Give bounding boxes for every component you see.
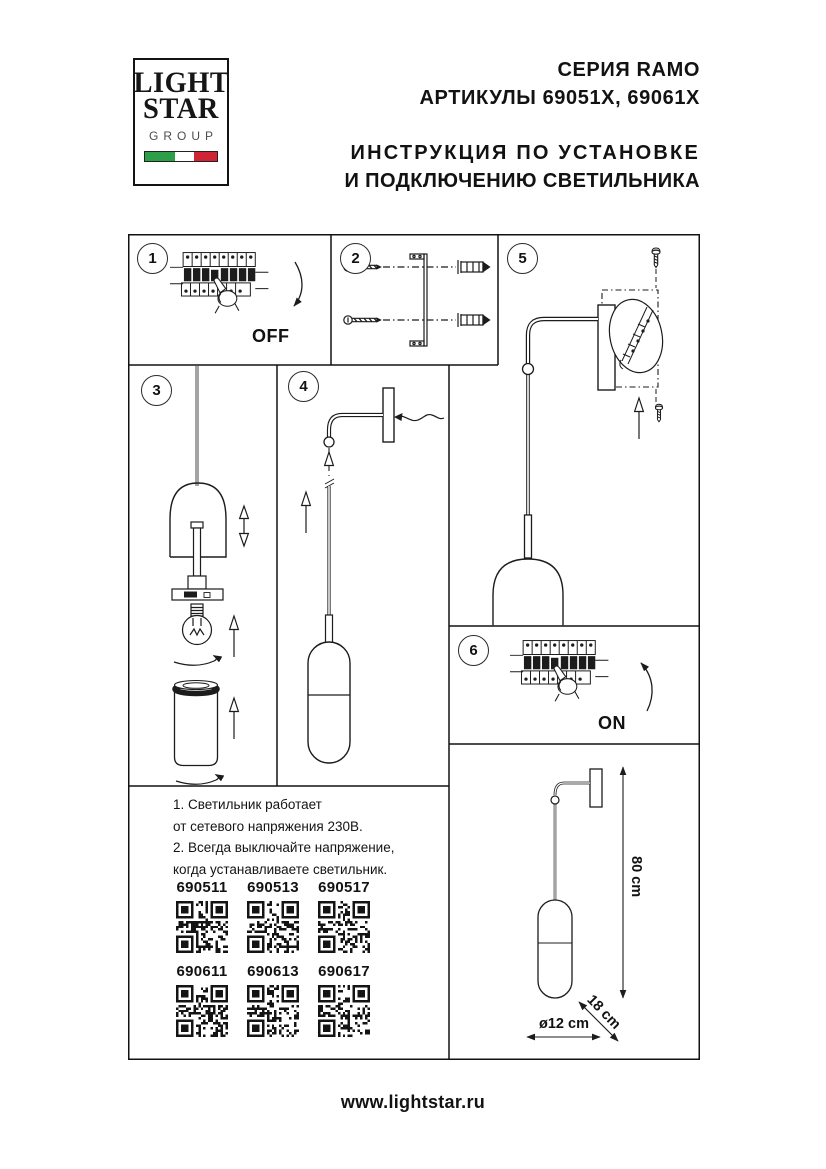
instruction-line-2: И ПОДКЛЮЧЕНИЮ СВЕТИЛЬНИКА [344, 170, 700, 192]
step-badge-3: 3 [141, 375, 172, 406]
qr-code [176, 985, 228, 1037]
article-item [317, 963, 371, 1037]
step-badge-5: 5 [507, 243, 538, 274]
breaker-on-label: ON [598, 713, 626, 733]
article-code-label: 690513 [247, 879, 299, 896]
logo-word-star: STAR [143, 92, 219, 125]
note-line-1: 1. Светильник работает [173, 797, 322, 812]
italian-flag-bar [144, 151, 218, 162]
dimension-height-label: 80 cm [628, 856, 644, 898]
articles-title: АРТИКУЛЫ 69051X, 69061X [419, 87, 700, 109]
qr-code [176, 901, 228, 953]
header-title-block [420, 56, 701, 112]
flag-green-segment [145, 152, 175, 161]
qr-code [247, 985, 299, 1037]
footer-url: www.lightstar.ru [340, 1092, 486, 1112]
note-line-3: 2. Всегда выключайте напряжение, [173, 840, 395, 855]
article-item [175, 879, 229, 953]
instruction-line-1: ИНСТРУКЦИЯ ПО УСТАНОВКЕ [350, 142, 700, 164]
series-title: СЕРИЯ RAMO [557, 59, 700, 81]
article-item [175, 963, 229, 1037]
flag-white-segment [175, 152, 194, 161]
qr-code [247, 901, 299, 953]
step-badge-4: 4 [288, 371, 319, 402]
step-badge-1: 1 [137, 243, 168, 274]
lightstar-logo [133, 58, 229, 186]
header-instruction-block [344, 139, 700, 195]
breaker-off-label: OFF [252, 326, 290, 346]
diagram-area [128, 234, 700, 1060]
dimension-depth-label: 18 cm [583, 992, 624, 1033]
step-badge-6: 6 [458, 635, 489, 666]
article-code-label: 690617 [318, 963, 370, 980]
qr-code [318, 901, 370, 953]
qr-code [318, 985, 370, 1037]
article-code-label: 690511 [176, 879, 228, 896]
flag-red-segment [194, 152, 217, 161]
logo-word-group: GROUP [148, 129, 218, 143]
article-item [246, 963, 300, 1037]
article-item [246, 879, 300, 953]
article-item [317, 879, 371, 953]
dimension-diameter-label: ø12 cm [539, 1016, 589, 1032]
article-code-label: 690613 [247, 963, 299, 980]
note-line-4: когда устанавливаете светильник. [173, 861, 388, 877]
note-line-2: от сетевого напряжения 230В. [173, 818, 363, 834]
article-code-label: 690517 [318, 879, 370, 896]
logo-word-light: LIGHT [133, 66, 229, 99]
article-code-label: 690611 [176, 963, 228, 980]
safety-notes [173, 794, 438, 880]
step-badge-2: 2 [340, 243, 371, 274]
